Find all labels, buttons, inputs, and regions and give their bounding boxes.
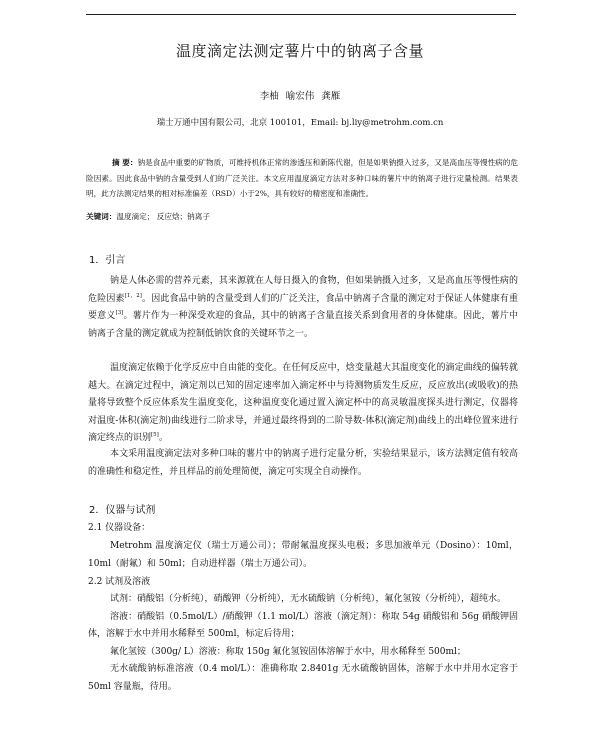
ammonium-bifluoride-paragraph: 氟化氢铵（300g/ L）溶液：称取 150g 氟化氢铵固体溶解于水中，用水稀释至 500ml； [110,646,466,657]
keywords-text: 温度滴定； 反应焓；钠离子 [116,212,210,221]
affiliation: 瑞士万通中国有限公司，北京 100101，Email: bj.liy@metrohm.com.cn [156,118,444,128]
citation-ref: [1，2] [124,292,142,299]
titrant-paragraph: 溶液：硝酸铝（0.5mol/L）/硝酸钾（1.1 mol/L）溶液（滴定剂）：称取 54g 硝酸铝和 56g 硝酸钾固体，溶解于水中并用水稀释至 500ml，标定后待用； [88,611,518,640]
keywords-label: 关键词： [86,212,117,221]
reagents-block [88,591,518,697]
keywords [86,210,518,224]
citation-ref: [5] [151,432,159,439]
section-heading-intro: 1．引言 [89,255,126,266]
subsection-heading-reagents: 2.2 试剂及溶液 [88,577,151,587]
citation-ref: [3] [115,310,124,317]
abstract-label: 摘 要： [112,158,138,167]
intro-paragraph-3: 本文采用温度滴定法对多种口味的薯片中的钠离子进行定量分析，实验结果显示，该方法测定值有较高的准确性和稳定性，并且样品的前处理简便，滴定可实现全自动操作。 [88,449,518,477]
header-rule [86,14,516,15]
paper-title: 温度滴定法测定薯片中的钠离子含量 [175,42,424,60]
abstract [86,155,518,202]
reagents-paragraph: 试剂：硝酸铝（分析纯），硝酸钾（分析纯），无水硫酸钠（分析纯），氟化氢铵（分析纯），超纯水。 [110,594,507,604]
abstract-text: 钠是食品中重要的矿物质，可维持机体正常的渗透压和新陈代谢，但是如果钠摄入过多，又是高血压等慢性病的危险因素。因此食品中钠的含量受到人们的广泛关注。本文应用温度滴定方法对多种口味的薯片中的钠离子进行定量检测。结果表明，此方法测定结果的相对标准偏差（RSD）小于2%，具有较好的精密度和准确性。 [86,158,518,198]
intro-paragraph-1: 钠是人体必需的营养元素，其来源就在人每日摄入的食物，但如果钠摄入过多，又是高血压等慢性病的危险因素[1，2]。因此食品中钠的含量受到人们的广泛关注，食品中钠离子含量的测定对于保证人体健康有重要意义[3]。薯片作为一种深受欢迎的食品，其中的钠离子含量直接关系到食用者的身体健康。因此，薯片中钠离子含量的测定就成为控制低钠饮食的关键环节之一。 [88,276,518,339]
author-list: 李柚 喻宏伟 龚雁 [259,91,341,102]
sodium-sulfate-paragraph: 无水硫酸钠标准溶液（0.4 mol/L）：准确称取 2.8401g 无水硫酸钠固体，溶解于水中并用水定容于 50ml 容量瓶，待用。 [88,664,518,692]
subsection-heading-equipment: 2.1 仪器设备： [88,523,151,533]
section-heading-instruments: 2．仪器与试剂 [89,505,156,516]
intro-paragraph-2: 温度滴定依赖于化学反应中自由能的变化。在任何反应中，焓变量越大其温度变化的滴定曲线的偏转就越大。在滴定过程中，滴定剂以已知的固定速率加入滴定杯中与待测物质发生反应，反应放出(或吸收)的热量将导致整个反应体系发生温度变化，这种温度变化通过置入滴定杯中的高灵敏温度探头进行测定，仪器将对温度-体积(滴定剂)曲线进行二阶求导，并通过最终得到的二阶导数-体积(滴定剂)曲线上的出峰位置来进行滴定终点的识别[5]。 [88,363,518,444]
equipment-paragraph: Metrohm 温度滴定仪（瑞士万通公司）；带耐氟温度探头电极；多思加液单元（Dosino）：10ml，10ml（耐氟）和 50ml；自动进样器（瑞士万通公司）。 [88,541,518,569]
